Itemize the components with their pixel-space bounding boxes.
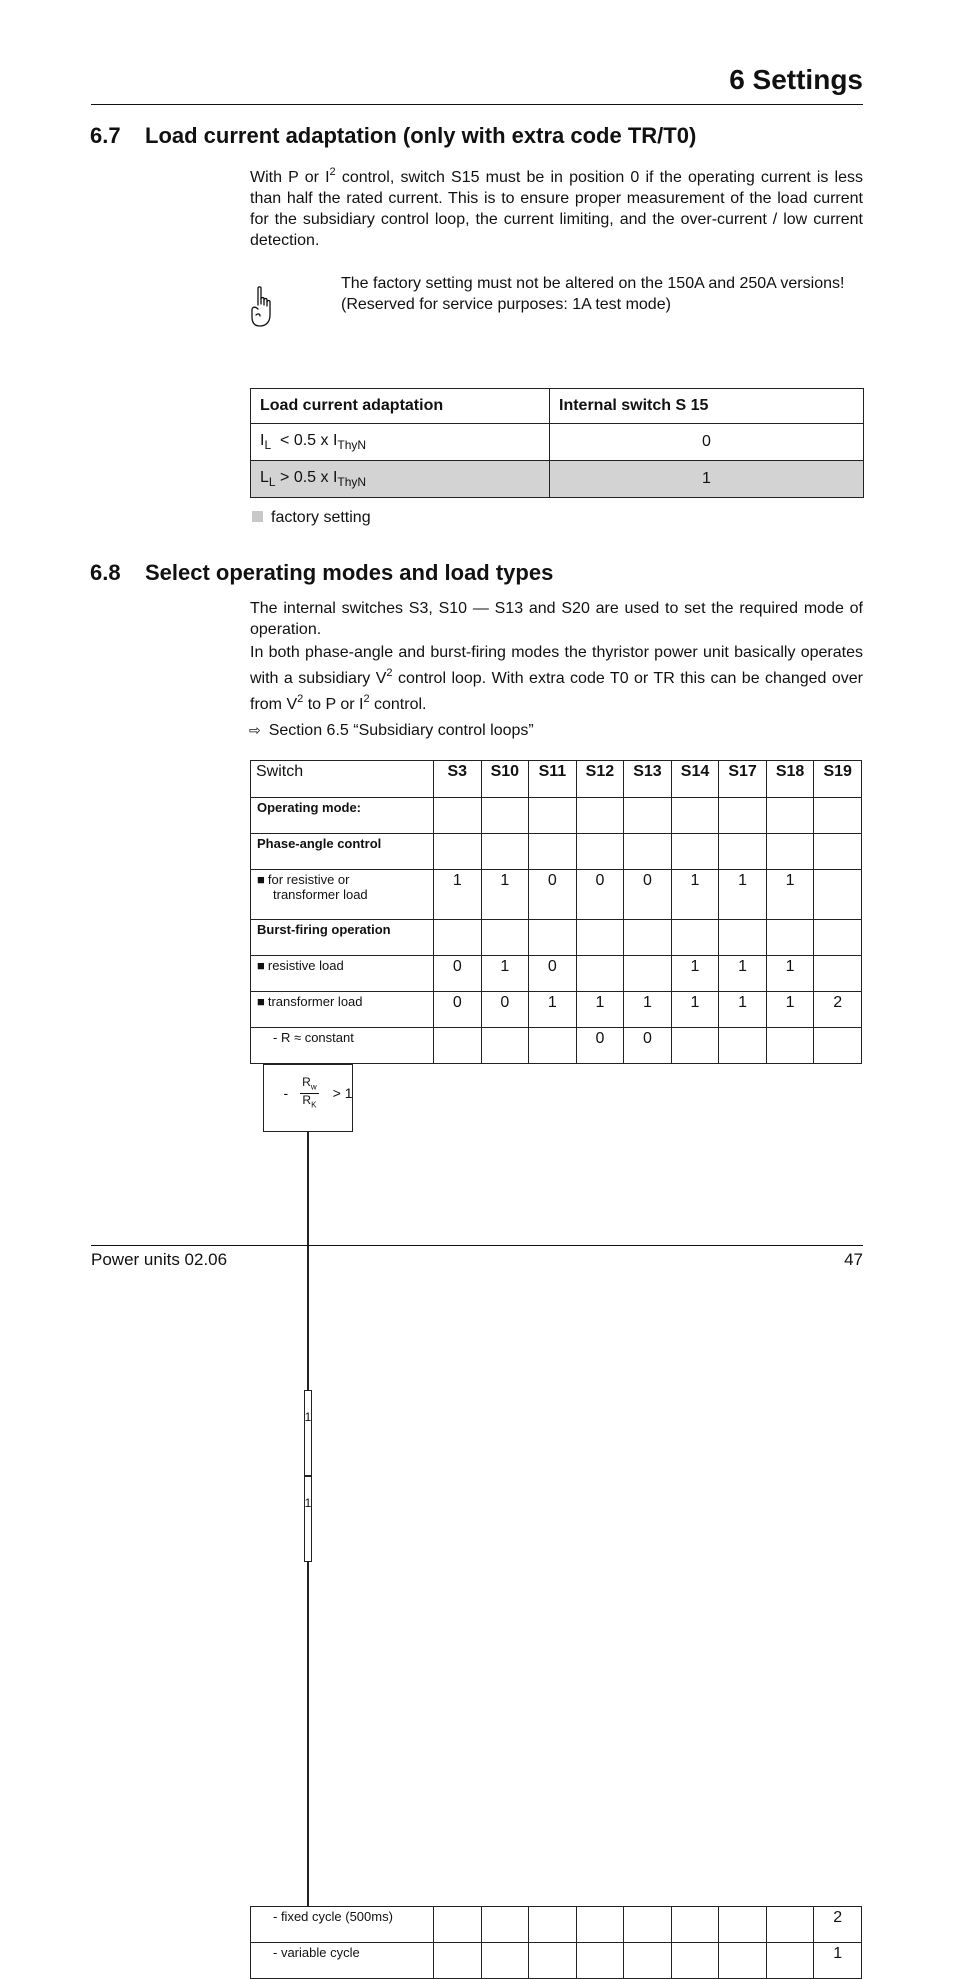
text-run: control. [369,696,427,713]
table-cell [251,424,550,461]
table-row [251,992,862,1028]
table-header-row [251,389,864,424]
switch-value-cell [766,920,814,956]
column-header: S10 [481,761,529,798]
subscript: ThyN [337,475,367,490]
denominator [302,1094,316,1111]
text-run: > 0.5 x I [275,468,338,486]
text-run: to P or I [303,696,364,713]
switch-value-cell: 1 [766,870,814,920]
switch-value-cell: 0 [576,1028,624,1064]
switch-value-cell [814,920,862,956]
switch-value-cell [814,956,862,992]
switch-value-cell [766,834,814,870]
page-number: 47 [844,1250,863,1269]
row-label-text: Phase-angle control [257,836,382,851]
switch-value-cell [719,1907,767,1943]
row-label [251,992,434,1028]
switch-value-cell: 1 [481,956,529,992]
switch-value-cell [766,1907,814,1943]
row-label-text: - [283,1085,289,1102]
text-run: control loop. With extra code T0 or TR this can be changed over from V [250,670,863,713]
switch-value-cell: 1 [434,870,482,920]
switch-value-cell [766,1028,814,1064]
resistance-ratio [270,1067,353,1112]
switch-value-cell: 1 [304,1390,313,1476]
switch-value-cell [671,1943,719,1979]
switch-value-cell [529,834,577,870]
switch-value-cell [434,834,482,870]
pointing-hand-icon [248,285,274,329]
switch-value-cell [576,798,624,834]
text-run: R [302,1093,312,1108]
column-header: S12 [576,761,624,798]
section-title: Load current adaptation (only with extra code TR/T0) [145,123,697,148]
switch-value-cell [624,956,672,992]
table-row [251,1907,862,1943]
table-row [251,798,862,834]
switch-value-cell [307,1820,309,1906]
switch-value-cell [719,834,767,870]
row-label-text: resistive load [267,958,344,973]
switch-value-cell [529,1943,577,1979]
switch-value-cell [766,798,814,834]
switch-value-cell: 1 [576,992,624,1028]
switch-value-cell: 0 [624,870,672,920]
row-label-text: for resistive or [267,872,350,887]
switch-value-cell [529,920,577,956]
row-label [251,834,434,870]
column-header: Internal switch S 15 [550,389,864,424]
row-label-text: - R ≈ constant [273,1030,354,1045]
switch-value-cell [719,920,767,956]
switch-value-cell: 0 [529,956,577,992]
switch-value-cell [719,798,767,834]
row-label [251,920,434,956]
row-label-text: transformer load [267,994,363,1009]
text-run: I [260,431,265,449]
table-row-factory-setting [251,461,864,498]
switch-value-cell [814,798,862,834]
header-rule [91,104,863,105]
switch-value-cell [766,1943,814,1979]
switch-value-cell: 1 [304,1476,313,1562]
row-label-text: transformer load [273,887,368,902]
superscript: 2 [297,693,304,705]
superscript: 2 [363,693,370,705]
switch-value-cell [481,1907,529,1943]
fraction [300,1076,318,1112]
row-label [263,1064,354,1132]
switch-value-cell [529,1907,577,1943]
row-label [251,956,434,992]
row-label-text: Burst-firing operation [257,922,391,937]
switch-value-cell [307,1648,309,1734]
text-run: < 0.5 x I [271,431,338,449]
section-reference [249,722,534,740]
column-header: S19 [814,761,862,798]
switch-value-cell: 1 [719,956,767,992]
row-label [251,798,434,834]
switch-value-cell: 1 [719,992,767,1028]
row-label-text: > 1 [332,1085,353,1102]
switch-value-cell [719,1028,767,1064]
row-label [251,1943,434,1979]
column-header: S11 [529,761,577,798]
switch-value-cell: 0 [434,992,482,1028]
row-label [251,1028,434,1064]
switch-value-cell: 1 [814,1943,862,1979]
switch-value-cell [671,1028,719,1064]
table-row [263,1064,354,1906]
switch-value-cell: 0 [529,870,577,920]
switch-value-cell [307,1562,309,1648]
switch-value-cell [434,1943,482,1979]
note-line: (Reserved for service purposes: 1A test mode) [341,296,671,313]
column-header: S3 [434,761,482,798]
switch-value-cell: 2 [814,992,862,1028]
row-label [251,870,434,920]
switch-value-cell [671,834,719,870]
switch-value-cell [481,1028,529,1064]
switch-value-cell: 1 [766,992,814,1028]
switch-value-cell [671,920,719,956]
switch-value-cell [814,1028,862,1064]
switch-value-cell: 1 [719,870,767,920]
section-6-8-heading [90,560,553,586]
subscript: L [268,475,276,490]
text-run: In both phase-angle and burst-firing modes the thyristor power unit basically operates with a subsidiary V [250,644,863,687]
subscript: w [310,1082,317,1092]
s68-paragraph-2 [250,640,863,718]
s67-paragraph [250,167,863,251]
table-row [251,920,862,956]
section-number: 6.8 [90,560,121,585]
black-square-bullet-icon: ■ [257,872,265,887]
switch-value-cell: 1 [671,992,719,1028]
switch-value-cell: 1 [671,956,719,992]
text-run: control, switch S15 must be in position 0 if the operating current is less than half the rated current. This is to ensure proper measurement of the load current for the subsidiary control loop, the current limiting, and the over-current / low current detection. [250,169,864,249]
table-row [251,834,862,870]
numerator [300,1076,318,1094]
switch-value-cell: 1 [529,992,577,1028]
table-row [251,1028,862,1064]
switch-value-cell: 0 [434,956,482,992]
switch-value-cell [481,834,529,870]
black-square-bullet-icon: ■ [257,958,265,973]
switch-value-cell [576,956,624,992]
switch-value-cell [624,920,672,956]
switch-value-cell [434,1028,482,1064]
footer-title: Power units 02.06 [91,1250,228,1269]
switch-value-cell [719,1943,767,1979]
table-row [251,424,864,461]
switch-value-cell: 1 [671,870,719,920]
text-run: With P or I [250,169,330,186]
switch-value-cell [481,1943,529,1979]
superscript: 2 [329,166,336,178]
load-current-table [250,388,864,498]
factory-setting-note [341,273,864,315]
switch-value-cell [434,798,482,834]
switch-value-cell [307,1734,309,1820]
s68-paragraph-1: The internal switches S3, S10 — S13 and S20 are used to set the required mode of operation. [250,600,863,638]
switch-value-cell: 0 [481,992,529,1028]
switch-value-cell: 0 [624,1028,672,1064]
row-label-text: - fixed cycle (500ms) [273,1909,393,1924]
table-row [251,1943,862,1979]
column-header: S17 [719,761,767,798]
subscript: L [264,438,272,453]
arrow-right-icon: ⇨ [249,722,261,738]
switch-value-cell [307,1218,309,1304]
switch-value-cell [529,798,577,834]
section-number: 6.7 [90,123,121,148]
switch-value-cell [307,1304,309,1390]
switch-value-cell [307,1132,309,1218]
switch-value-cell [434,920,482,956]
table-cell: 0 [550,424,864,461]
switch-value-cell [814,870,862,920]
table-row [251,956,862,992]
superscript: 2 [386,667,393,679]
switch-value-cell: 1 [766,956,814,992]
switch-value-cell [576,920,624,956]
switch-value-cell [576,1943,624,1979]
switch-value-cell [481,920,529,956]
section-6-7-heading [90,123,696,149]
chapter-title: 6 Settings [729,64,863,95]
table-cell: 1 [550,461,864,498]
switch-settings-table [250,760,862,1979]
switch-value-cell [624,1907,672,1943]
row-label [251,1907,434,1943]
text-run: L [260,468,269,486]
column-header-switch: Switch [251,761,434,798]
switch-value-cell: 2 [814,1907,862,1943]
grey-square-icon [252,511,263,522]
switch-value-cell [481,798,529,834]
switch-value-cell [529,1028,577,1064]
switch-value-cell [624,798,672,834]
column-header: S18 [766,761,814,798]
table-header-row [251,761,862,798]
switch-value-cell [434,1907,482,1943]
column-header: S13 [624,761,672,798]
table-cell [251,461,550,498]
switch-value-cell [576,834,624,870]
note-line: The factory setting must not be altered on the 150A and 250A versions! [341,275,845,292]
switch-value-cell [671,1907,719,1943]
legend-label: factory setting [271,509,371,526]
switch-value-cell: 1 [481,870,529,920]
section-title: Select operating modes and load types [145,560,554,585]
switch-value-cell [671,798,719,834]
column-header: S14 [671,761,719,798]
table-row [251,870,862,920]
subscript: ThyN [337,438,367,453]
switch-value-cell [624,1943,672,1979]
switch-value-cell [624,834,672,870]
subscript: K [311,1100,317,1110]
factory-setting-legend [252,509,371,527]
reference-text[interactable]: Section 6.5 “Subsidiary control loops” [268,722,534,739]
switch-value-cell: 0 [576,870,624,920]
row-label-text: Operating mode: [257,800,362,815]
switch-value-cell [576,1907,624,1943]
switch-value-cell: 1 [624,992,672,1028]
footer-rule [91,1245,863,1246]
row-label-text: - variable cycle [273,1945,360,1960]
column-header: Load current adaptation [251,389,550,424]
black-square-bullet-icon: ■ [257,994,265,1009]
text-run: R [302,1075,311,1089]
switch-value-cell [814,834,862,870]
